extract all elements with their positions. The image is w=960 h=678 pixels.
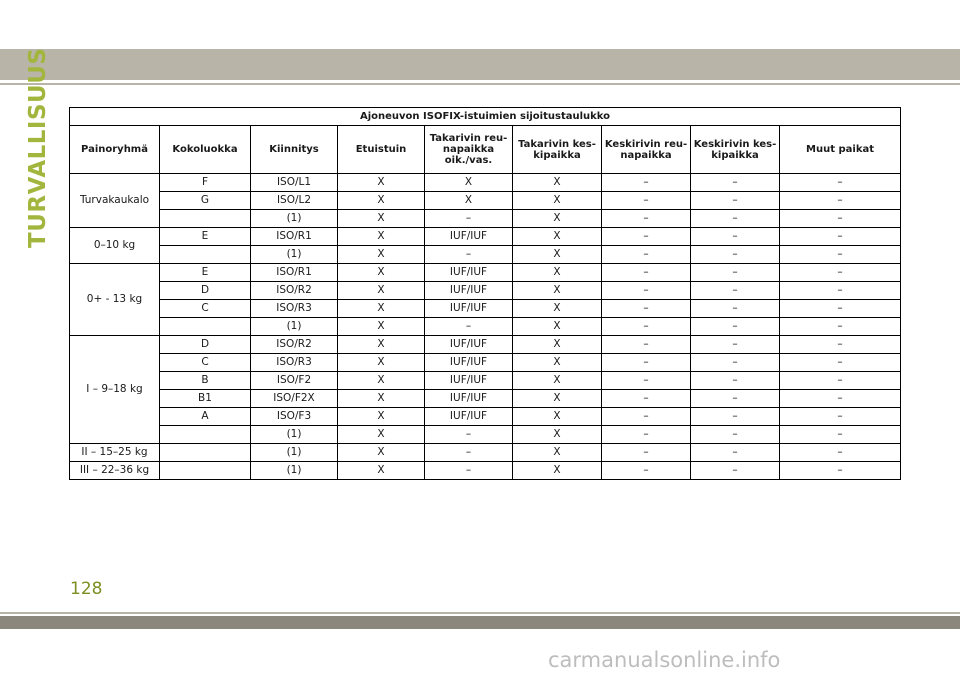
table-cell: F (160, 174, 251, 192)
table-cell: X (513, 174, 602, 192)
table-cell: X (513, 300, 602, 318)
table-cell: – (780, 372, 901, 390)
weight-group-cell: 0+ - 13 kg (70, 264, 160, 336)
table-cell: IUF/IUF (425, 300, 513, 318)
table-row (70, 228, 901, 246)
table-cell: X (513, 354, 602, 372)
table-cell (160, 426, 251, 444)
table-cell: – (691, 210, 780, 228)
table-row (70, 462, 901, 480)
table-cell: X (513, 318, 602, 336)
table-header-row (70, 126, 901, 174)
column-header: Etuistuin (338, 126, 425, 174)
table-cell: – (780, 264, 901, 282)
table-cell: – (425, 210, 513, 228)
table-cell (160, 462, 251, 480)
table-cell: X (425, 192, 513, 210)
table-cell: – (602, 192, 691, 210)
table-cell: B (160, 372, 251, 390)
column-header: Kokoluokka (160, 126, 251, 174)
table-cell: – (602, 174, 691, 192)
table-cell: – (691, 354, 780, 372)
table-cell: X (513, 336, 602, 354)
table-cell: IUF/IUF (425, 372, 513, 390)
table-cell: – (780, 192, 901, 210)
table-cell: X (425, 174, 513, 192)
table-cell: IUF/IUF (425, 282, 513, 300)
table-cell: – (602, 390, 691, 408)
table-row (70, 426, 901, 444)
table-cell: – (602, 210, 691, 228)
table-cell: IUF/IUF (425, 390, 513, 408)
table-cell: ISO/R3 (251, 300, 338, 318)
table-cell: X (513, 372, 602, 390)
table-cell: – (602, 264, 691, 282)
table-cell: IUF/IUF (425, 228, 513, 246)
watermark-text: carmanualsonline.info (548, 648, 781, 672)
column-header: Keskirivin kes-kipaikka (691, 126, 780, 174)
table-cell: – (602, 462, 691, 480)
weight-group-cell: 0–10 kg (70, 228, 160, 264)
table-cell: X (338, 408, 425, 426)
table-cell: X (513, 426, 602, 444)
footer-rule (0, 612, 960, 614)
table-row (70, 390, 901, 408)
table-cell: D (160, 336, 251, 354)
table-cell: IUF/IUF (425, 264, 513, 282)
table-cell: – (425, 426, 513, 444)
table-cell: X (338, 228, 425, 246)
table-cell: X (513, 192, 602, 210)
table-cell: X (513, 390, 602, 408)
table-cell: E (160, 228, 251, 246)
table-cell: A (160, 408, 251, 426)
table-cell: ISO/F3 (251, 408, 338, 426)
table-cell: – (780, 390, 901, 408)
table-row (70, 300, 901, 318)
column-header: Takarivin reu-napaikka oik./vas. (425, 126, 513, 174)
table-cell: – (780, 336, 901, 354)
table-cell: – (425, 318, 513, 336)
table-row (70, 336, 901, 354)
section-title-vertical: TURVALLISUUS (25, 47, 51, 248)
table-cell: X (513, 444, 602, 462)
table-cell: – (602, 408, 691, 426)
table-cell: E (160, 264, 251, 282)
table-cell: X (338, 282, 425, 300)
table-cell (160, 444, 251, 462)
table-cell: IUF/IUF (425, 354, 513, 372)
table-cell: X (338, 372, 425, 390)
table-cell: (1) (251, 462, 338, 480)
table-cell: X (338, 336, 425, 354)
table-cell: – (691, 426, 780, 444)
table-cell: – (691, 390, 780, 408)
column-header: Muut paikat (780, 126, 901, 174)
table-cell: – (691, 228, 780, 246)
column-header: Kiinnitys (251, 126, 338, 174)
table-cell: X (338, 426, 425, 444)
header-rule (0, 83, 960, 85)
table-cell: ISO/L1 (251, 174, 338, 192)
table-cell: X (338, 444, 425, 462)
table-cell: – (780, 444, 901, 462)
table-cell: X (338, 462, 425, 480)
table-cell: X (513, 228, 602, 246)
table-row (70, 174, 901, 192)
header-band (0, 49, 960, 80)
table-cell: – (691, 300, 780, 318)
table-cell: X (513, 246, 602, 264)
table-cell: – (691, 174, 780, 192)
weight-group-cell: I – 9–18 kg (70, 336, 160, 444)
table-row (70, 246, 901, 264)
page-number: 128 (70, 579, 103, 599)
table-cell: (1) (251, 444, 338, 462)
table-cell: – (602, 372, 691, 390)
column-header: Takarivin kes-kipaikka (513, 126, 602, 174)
table-caption: Ajoneuvon ISOFIX-istuimien sijoitustaulukko (70, 108, 901, 126)
table-cell: – (691, 318, 780, 336)
table-cell: D (160, 282, 251, 300)
table-cell: ISO/L2 (251, 192, 338, 210)
table-cell: G (160, 192, 251, 210)
table-cell: – (780, 282, 901, 300)
table-cell: ISO/R1 (251, 228, 338, 246)
table-cell: – (780, 210, 901, 228)
table-cell: – (691, 372, 780, 390)
table-cell: C (160, 300, 251, 318)
table-cell: – (602, 246, 691, 264)
table-cell: – (780, 408, 901, 426)
table-cell: IUF/IUF (425, 336, 513, 354)
table-row (70, 192, 901, 210)
table-row (70, 318, 901, 336)
table-cell: – (691, 408, 780, 426)
table-cell (160, 318, 251, 336)
table-cell: – (780, 300, 901, 318)
weight-group-cell: Turvakaukalo (70, 174, 160, 228)
table-cell: – (425, 444, 513, 462)
table-cell: – (602, 354, 691, 372)
table-cell: X (513, 462, 602, 480)
isofix-placement-table (69, 107, 901, 480)
table-cell: – (602, 426, 691, 444)
table-cell: – (691, 444, 780, 462)
weight-group-cell: II – 15–25 kg (70, 444, 160, 462)
table-cell: – (780, 246, 901, 264)
table-cell: X (338, 300, 425, 318)
table-cell: ISO/R1 (251, 264, 338, 282)
table-cell: ISO/R2 (251, 282, 338, 300)
table-cell: X (338, 318, 425, 336)
table-cell: X (513, 408, 602, 426)
table-cell: – (602, 300, 691, 318)
table-row (70, 282, 901, 300)
table-cell: ISO/F2 (251, 372, 338, 390)
table-cell: B1 (160, 390, 251, 408)
table-cell: C (160, 354, 251, 372)
table-cell: – (425, 246, 513, 264)
table-cell: (1) (251, 210, 338, 228)
table-cell: – (691, 462, 780, 480)
table-cell: – (780, 462, 901, 480)
table-cell: – (425, 462, 513, 480)
table-cell: ISO/R2 (251, 336, 338, 354)
table-cell: – (602, 282, 691, 300)
table-row (70, 354, 901, 372)
table-cell: – (602, 336, 691, 354)
table-cell: (1) (251, 246, 338, 264)
table-cell: – (691, 336, 780, 354)
table-cell: – (780, 228, 901, 246)
table-row (70, 210, 901, 228)
table-cell: ISO/F2X (251, 390, 338, 408)
table-row (70, 408, 901, 426)
table-cell: – (691, 246, 780, 264)
table-row (70, 444, 901, 462)
table-cell: X (338, 354, 425, 372)
footer-band (0, 616, 960, 629)
table-cell: – (691, 192, 780, 210)
table-cell: X (513, 210, 602, 228)
table-cell: – (602, 444, 691, 462)
table-cell: X (338, 246, 425, 264)
table-cell: X (338, 264, 425, 282)
table-cell: – (780, 174, 901, 192)
table-cell: – (780, 318, 901, 336)
table-cell: X (513, 264, 602, 282)
table-cell: – (780, 354, 901, 372)
table-cell: – (691, 264, 780, 282)
table-cell: IUF/IUF (425, 408, 513, 426)
table-row (70, 264, 901, 282)
column-header: Painoryhmä (70, 126, 160, 174)
column-header: Keskirivin reu-napaikka (602, 126, 691, 174)
table-cell: – (691, 282, 780, 300)
table-cell (160, 246, 251, 264)
table-row (70, 372, 901, 390)
table-cell: X (338, 174, 425, 192)
table-cell: (1) (251, 318, 338, 336)
table-cell (160, 210, 251, 228)
table-cell: – (602, 228, 691, 246)
table-cell: X (513, 282, 602, 300)
weight-group-cell: III – 22–36 kg (70, 462, 160, 480)
table-cell: ISO/R3 (251, 354, 338, 372)
table-cell: (1) (251, 426, 338, 444)
table-cell: X (338, 390, 425, 408)
table-cell: – (780, 426, 901, 444)
table-cell: X (338, 210, 425, 228)
table-cell: – (602, 318, 691, 336)
table-body (70, 174, 901, 480)
table-cell: X (338, 192, 425, 210)
